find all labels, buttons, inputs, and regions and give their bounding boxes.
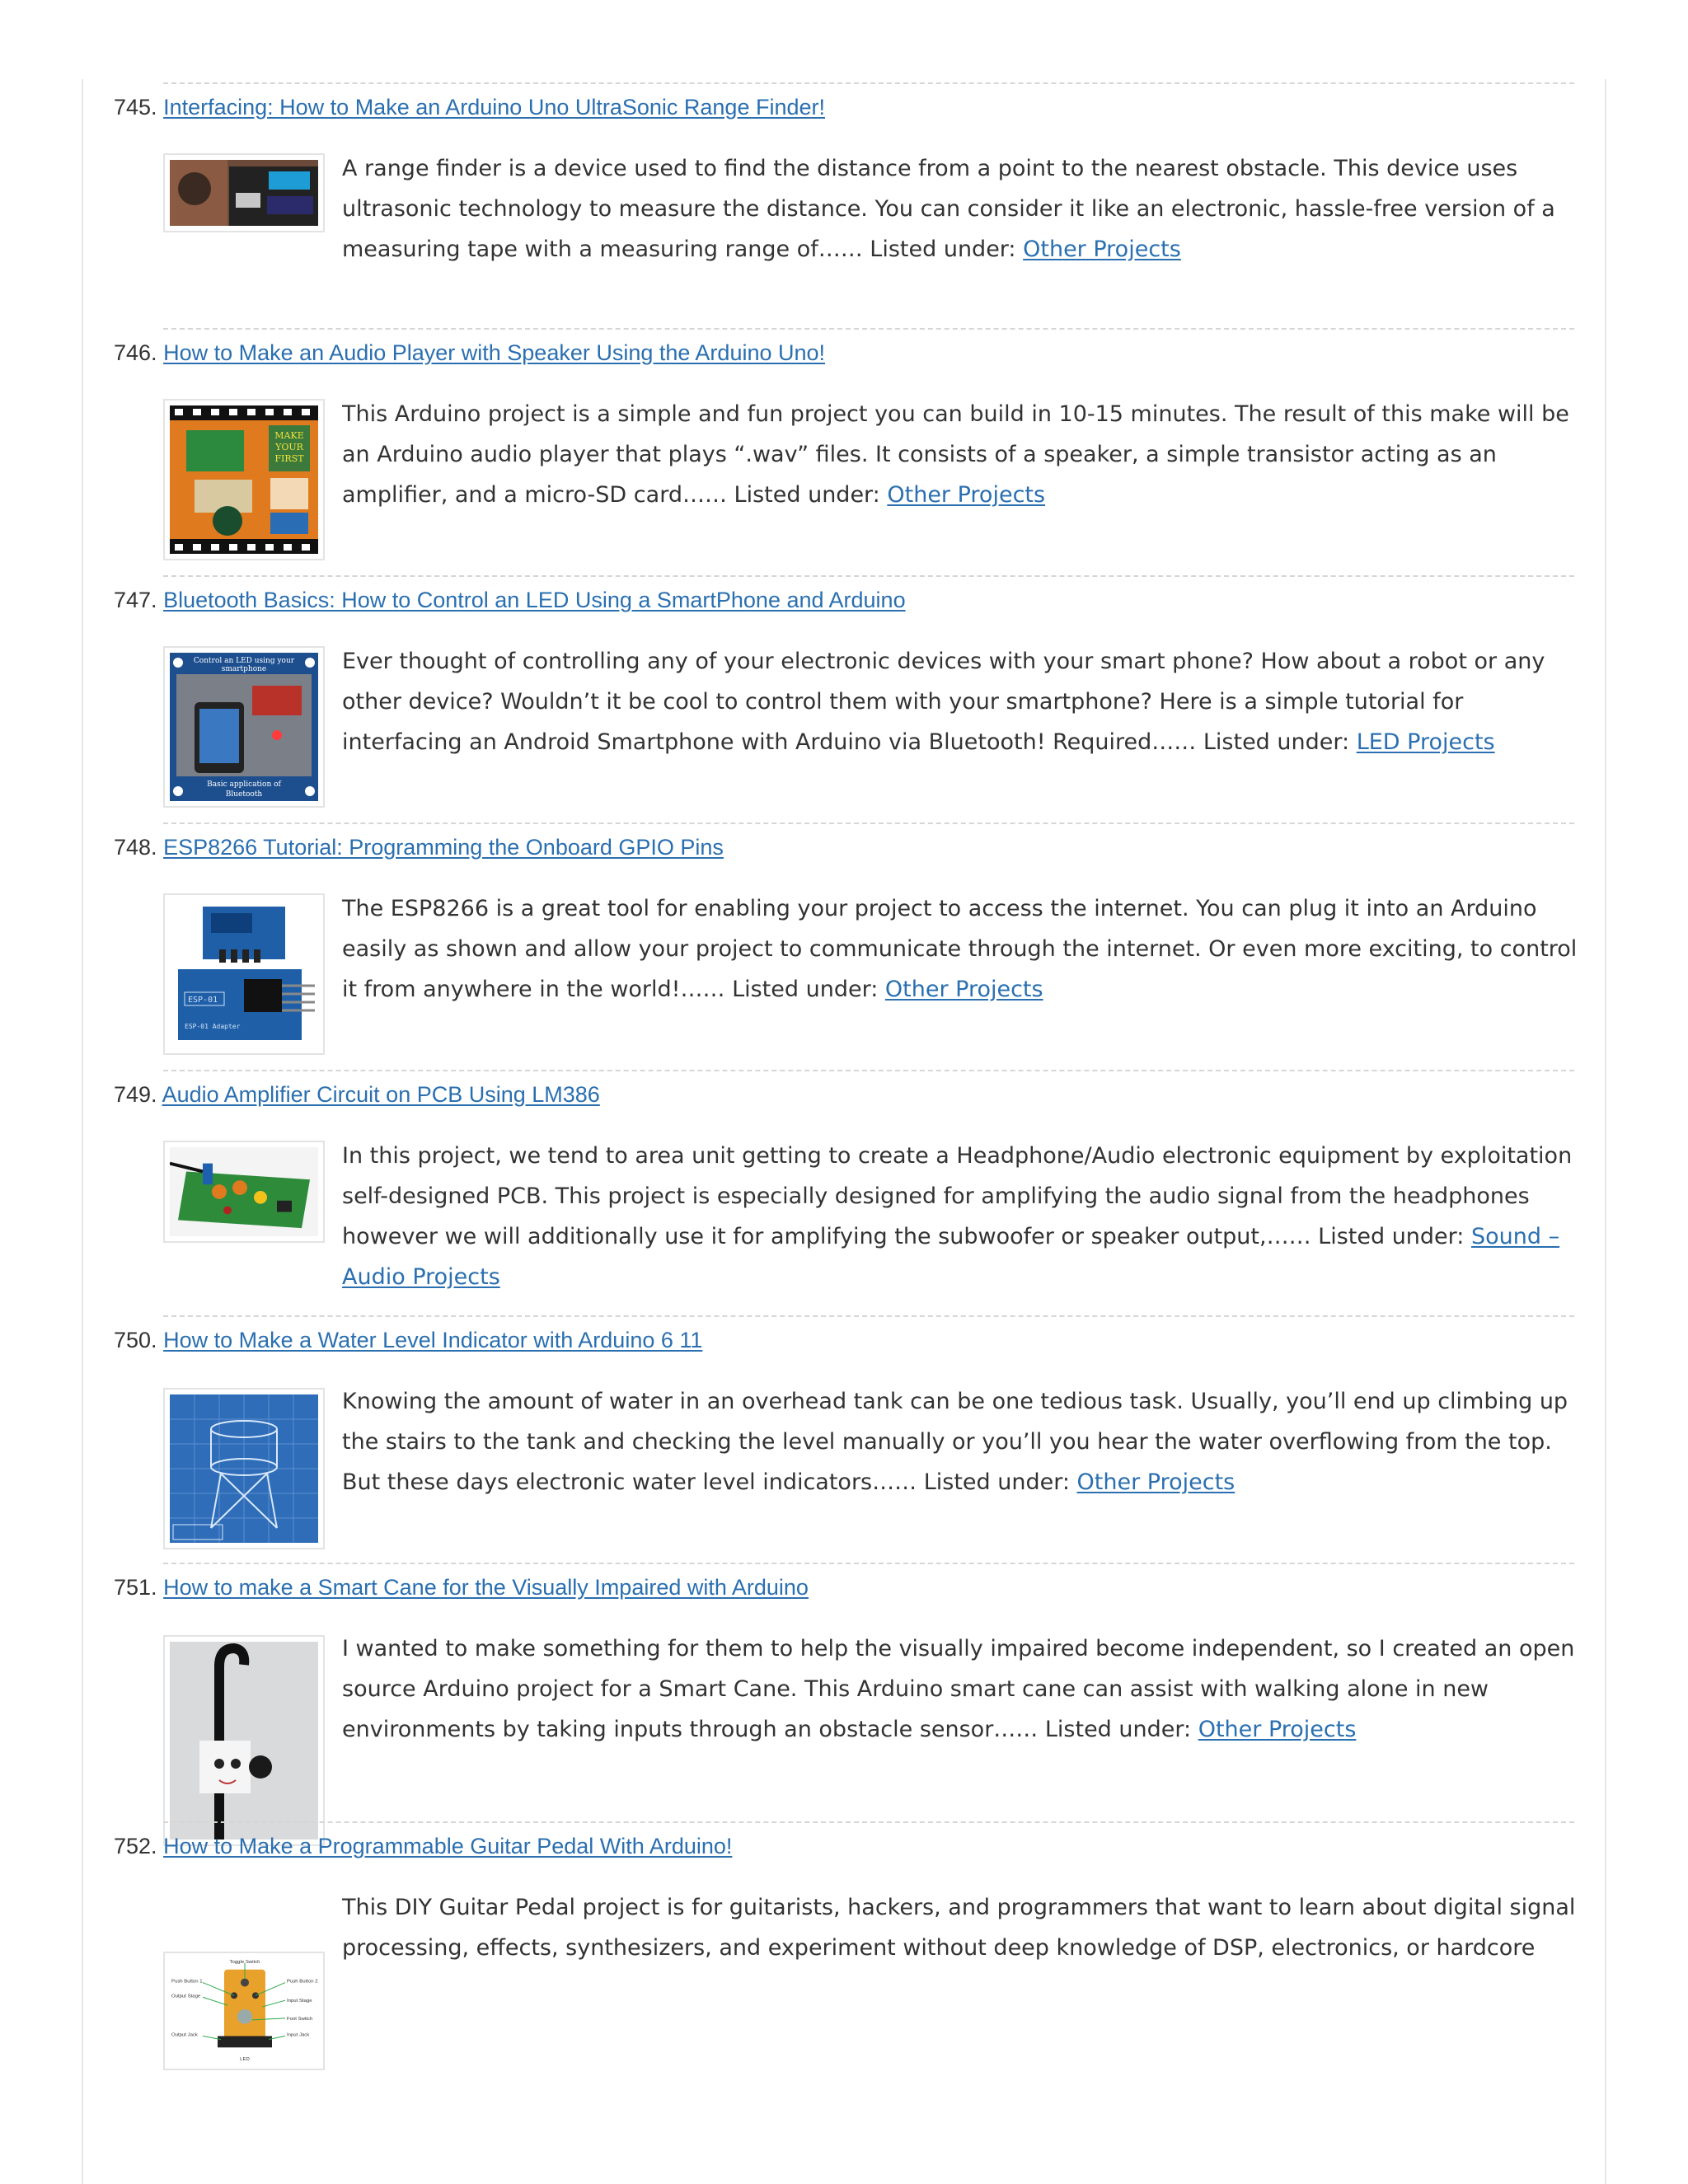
category-link[interactable]: Sound – Audio Projects — [342, 1224, 1560, 1290]
list-item-749 — [114, 1070, 1574, 1317]
entry-description-text: Ever thought of controlling any of your electronic devices with your smart phone? How about a robot or any other device? Wouldn’t it be cool to control them with your smartphone? Here is a simple tutorial for interfacing an Android Smartphone with Arduino via Bluetooth! Required…… Listed under: — [342, 649, 1545, 755]
thumb-text: Input Stage — [287, 1999, 312, 2004]
category-link[interactable]: Other Projects — [1076, 1469, 1236, 1495]
entry-thumbnail[interactable] — [163, 1635, 325, 1846]
thumb-text: Toggle Switch — [229, 1959, 260, 1965]
esp8266-image — [170, 900, 318, 1048]
thumb-text: FIRST — [274, 453, 304, 464]
entry-thumbnail[interactable] — [163, 399, 325, 560]
entry-number: 745. — [114, 95, 157, 120]
entry-heading — [114, 336, 825, 369]
audio-amplifier-image — [170, 1147, 318, 1236]
thumb-text: Bluetooth — [225, 790, 263, 799]
entry-description-text: I wanted to make something for them to help the visually impaired become independent, so I created an open source Arduino project for a Smart Cane. This Arduino smart cane can assist with walking alone in new environments by taking inputs through an obstacle sensor…… Listed under: — [342, 1636, 1575, 1742]
entry-title-link[interactable]: How to make a Smart Cane for the Visually Impaired with Arduino — [163, 1575, 809, 1600]
category-link[interactable]: Other Projects — [1023, 237, 1181, 262]
guitar-pedal-image — [170, 1958, 318, 2064]
category-link[interactable]: Other Projects — [887, 482, 1046, 508]
water-level-image — [170, 1394, 318, 1543]
entry-title-link[interactable]: How to Make an Audio Player with Speaker Using the Arduino Uno! — [163, 340, 826, 365]
category-link[interactable]: LED Projects — [1356, 729, 1495, 755]
entry-description — [342, 148, 1578, 269]
entry-heading — [114, 1830, 732, 1863]
entry-description — [342, 888, 1578, 1010]
thumb-text: Push Button 2 — [287, 1979, 318, 1985]
entry-heading — [114, 1078, 600, 1111]
thumb-text: Control an LED using your — [193, 657, 295, 665]
entry-thumbnail[interactable] — [163, 153, 325, 232]
thumb-text: Output Jack — [171, 2032, 198, 2038]
entry-number: 748. — [114, 835, 157, 860]
thumb-text: smartphone — [221, 665, 267, 673]
bluetooth-led-image — [170, 653, 318, 801]
entry-number: 751. — [114, 1575, 157, 1600]
left-column-rule — [82, 79, 83, 2184]
entry-description-text: This DIY Guitar Pedal project is for guitarists, hackers, and programmers that want to learn about digital signal processing, effects, synthesizers, and experiment without deep knowledge of DSP, electronics, or hardcore — [342, 1895, 1576, 1961]
list-item-748 — [114, 823, 1578, 1071]
thumb-text: Input Jack — [287, 2032, 310, 2038]
thumb-text: Push Button 1 — [171, 1979, 203, 1985]
range-finder-image — [170, 160, 318, 226]
entry-description-text: Knowing the amount of water in an overhead tank can be one tedious task. Usually, you’ll end up climbing up the stairs to the tank and checking the level manually or you’ll you hear the water overflowing from the top. But these days electronic water level indicators…… Listed under: — [342, 1389, 1568, 1495]
entry-number: 749. — [114, 1082, 157, 1107]
entry-thumbnail[interactable] — [163, 1952, 325, 2070]
category-link[interactable]: Other Projects — [1198, 1717, 1357, 1742]
entry-thumbnail[interactable] — [163, 1388, 325, 1549]
entry-heading — [114, 831, 724, 864]
entry-thumbnail[interactable] — [163, 646, 325, 808]
entry-heading — [114, 583, 906, 616]
entry-thumbnail[interactable] — [163, 1141, 325, 1243]
entry-description — [342, 1629, 1578, 1750]
entry-description — [342, 1381, 1578, 1502]
entry-thumbnail[interactable] — [163, 893, 325, 1055]
entry-title-link[interactable]: How to Make a Programmable Guitar Pedal With Arduino! — [163, 1834, 733, 1858]
entry-title-link[interactable]: Audio Amplifier Circuit on PCB Using LM386 — [162, 1082, 600, 1107]
thumb-text: ESP-01 Adapter — [185, 1023, 241, 1030]
entry-description — [342, 1136, 1578, 1297]
entry-number: 746. — [114, 340, 157, 365]
right-column-rule — [1605, 79, 1606, 2184]
entry-title-link[interactable]: Interfacing: How to Make an Arduino Uno UltraSonic Range Finder! — [163, 95, 825, 120]
entry-number: 750. — [114, 1328, 157, 1352]
entry-description — [342, 1887, 1578, 1968]
thumb-text: YOUR — [275, 442, 303, 452]
audio-player-image — [170, 405, 318, 554]
entry-number: 747. — [114, 588, 157, 612]
entry-description-text: In this project, we tend to area unit getting to create a Headphone/Audio electronic equipment by exploitation self-designed PCB. This project is especially designed for amplifying the audio signal from the headphones however we will additionally use it for amplifying the subwoofer or speaker output,…… Listed under: — [342, 1143, 1573, 1249]
entry-description-text: The ESP8266 is a great tool for enabling your project to access the internet. You can plug it into an Arduino easily as shown and allow your project to communicate through the internet. Or even more exciting, to control it from anywhere in the world!…… Listed under: — [342, 896, 1578, 1002]
entry-description — [342, 394, 1578, 515]
entry-title-link[interactable]: Bluetooth Basics: How to Control an LED Using a SmartPhone and Arduino — [163, 588, 906, 612]
smart-cane-image — [170, 1642, 318, 1840]
entry-heading — [114, 1324, 702, 1357]
entry-description-text: A range finder is a device used to find the distance from a point to the nearest obstacle. This device uses ultrasonic technology to measure the distance. You can consider it like an electronic, hassle-free version of a measuring tape with a measuring range of…… Listed under: — [342, 156, 1555, 262]
thumb-text: Output Stage — [171, 1994, 201, 1999]
list-item-747 — [114, 575, 1574, 824]
list-item-750 — [114, 1315, 1574, 1564]
entry-heading — [114, 91, 825, 124]
entry-title-link[interactable]: How to Make a Water Level Indicator with Arduino 6 11 — [163, 1328, 703, 1352]
thumb-text: LED — [240, 2057, 250, 2063]
list-item-752 — [114, 1821, 1576, 2070]
entry-heading — [114, 1571, 809, 1604]
category-link[interactable]: Other Projects — [884, 977, 1043, 1002]
thumb-text: Basic application of — [207, 780, 281, 789]
thumb-text: Foot Switch — [287, 2016, 313, 2022]
entry-description-text: This Arduino project is a simple and fun project you can build in 10-15 minutes. The result of this make will be an Arduino audio player that plays “.wav” files. It consists of a speaker, a simple transistor acting as an amplifier, and a micro-SD card…… Listed under: — [342, 401, 1569, 508]
entry-title-link[interactable]: ESP8266 Tutorial: Programming the Onboard GPIO Pins — [163, 835, 724, 860]
entry-description — [342, 641, 1578, 762]
list-item-751 — [114, 1563, 1575, 1823]
thumb-text: ESP-01 — [188, 996, 218, 1005]
list-item-746 — [114, 328, 1574, 577]
thumb-text: MAKE — [274, 430, 304, 441]
entry-number: 752. — [114, 1834, 157, 1858]
list-item-745 — [114, 82, 1574, 330]
